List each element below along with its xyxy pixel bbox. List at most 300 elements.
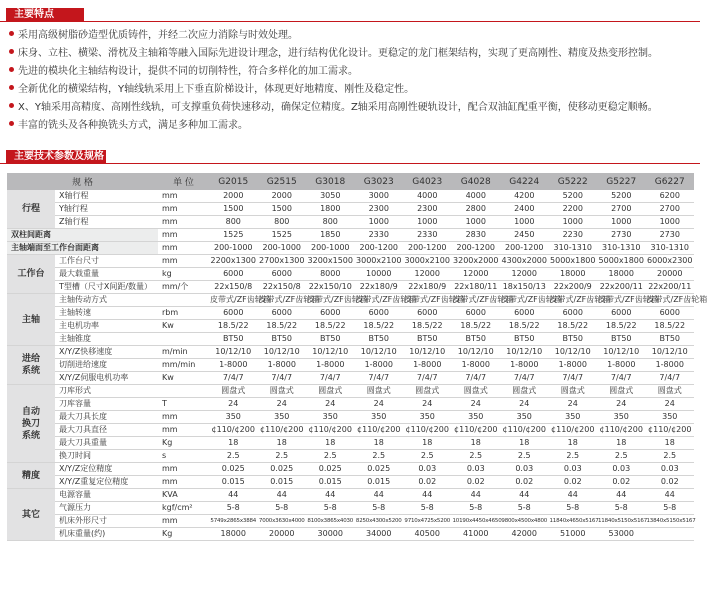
spec-value: 1-8000 <box>306 359 355 372</box>
model-header: G5222 <box>549 173 598 190</box>
spec-unit: mm <box>158 242 209 255</box>
spec-unit: mm <box>158 463 209 476</box>
spec-value: 5-8 <box>500 502 549 515</box>
spec-value: 7/4/7 <box>209 372 258 385</box>
spec-value: 30000 <box>306 528 355 541</box>
spec-item: X/Y/Z快移速度 <box>55 346 158 359</box>
spec-value: 1000 <box>355 216 404 229</box>
spec-value: 18 <box>403 437 452 450</box>
spec-value: 10/12/10 <box>355 346 404 359</box>
spec-value: ¢110/¢200 <box>549 424 598 437</box>
spec-value: 2.5 <box>209 450 258 463</box>
spec-value: 18.5/22 <box>306 320 355 333</box>
spec-row <box>7 307 694 320</box>
spec-unit: kgf/cm² <box>158 502 209 515</box>
spec-value: 0.02 <box>646 476 695 489</box>
spec-value: 350 <box>355 411 404 424</box>
spec-item: 换刀时间 <box>55 450 158 463</box>
spec-item: 最大载重量 <box>55 268 158 281</box>
spec-value: 1-8000 <box>258 359 307 372</box>
model-header: G2515 <box>258 173 307 190</box>
spec-value: 0.02 <box>597 476 646 489</box>
spec-header-row <box>7 173 694 190</box>
spec-item: 机床重量(约) <box>55 528 158 541</box>
bullet-icon <box>9 49 14 54</box>
spec-value: 圆盘式 <box>355 385 404 398</box>
spec-value: 6000 <box>209 268 258 281</box>
spec-value: 圆盘式 <box>500 385 549 398</box>
spec-value: 2.5 <box>258 450 307 463</box>
spec-value: 5-8 <box>306 502 355 515</box>
spec-value: 1000 <box>646 216 695 229</box>
spec-value: 2000 <box>209 190 258 203</box>
spec-value: 18.5/22 <box>209 320 258 333</box>
spec-value: 4200 <box>500 190 549 203</box>
spec-value: 2450 <box>500 229 549 242</box>
spec-value: 0.025 <box>258 463 307 476</box>
spec-value: 3000 <box>355 190 404 203</box>
spec-value: 5200 <box>549 190 598 203</box>
model-header: G4023 <box>403 173 452 190</box>
spec-row <box>7 359 694 372</box>
spec-value: 18x150/13 <box>500 281 549 294</box>
spec-unit: T <box>158 398 209 411</box>
spec-row <box>7 515 694 528</box>
spec-value: 4000 <box>403 190 452 203</box>
spec-item: 主轴传动方式 <box>55 294 158 307</box>
spec-value: 0.025 <box>306 463 355 476</box>
spec-value: 8100x3865x4030 <box>306 515 355 528</box>
spec-unit: s <box>158 450 209 463</box>
spec-item: T型槽（尺寸X间距/数量） <box>55 281 158 294</box>
spec-unit: mm <box>158 190 209 203</box>
spec-value: 44 <box>306 489 355 502</box>
spec-value: 2.5 <box>500 450 549 463</box>
spec-unit: Kw <box>158 372 209 385</box>
spec-value: 7/4/7 <box>355 372 404 385</box>
spec-value: 18.5/22 <box>258 320 307 333</box>
spec-unit: Kg <box>158 528 209 541</box>
spec-value: ¢110/¢200 <box>500 424 549 437</box>
spec-item: 主轴锥度 <box>55 333 158 346</box>
spec-value: 18.5/22 <box>452 320 501 333</box>
spec-group-label: 其它 <box>7 489 55 541</box>
spec-value: ¢110/¢200 <box>597 424 646 437</box>
spec-value: 5-8 <box>258 502 307 515</box>
spec-value: 5000x1800 <box>597 255 646 268</box>
spec-value: 200-1000 <box>306 242 355 255</box>
spec-value: 10190x4450x4650 <box>452 515 501 528</box>
spec-value: 5749x2865x3884 <box>209 515 258 528</box>
spec-value: 0.03 <box>597 463 646 476</box>
spec-value: 5-8 <box>646 502 695 515</box>
spec-value: BT50 <box>549 333 598 346</box>
spec-value: 200-1200 <box>403 242 452 255</box>
spec-value: 22x150/8 <box>258 281 307 294</box>
spec-value: 圆盘式 <box>306 385 355 398</box>
spec-value: 6000 <box>500 307 549 320</box>
spec-value: 310-1310 <box>597 242 646 255</box>
spec-value: 2230 <box>549 229 598 242</box>
spec-item: 最大刀具直径 <box>55 424 158 437</box>
spec-value: 圆盘式 <box>452 385 501 398</box>
model-header: G3023 <box>355 173 404 190</box>
spec-value: 6000 <box>403 307 452 320</box>
spec-row <box>7 229 694 242</box>
spec-value: 24 <box>452 398 501 411</box>
spec-value: 皮带式/ZF齿轮箱 <box>355 294 404 307</box>
spec-value: BT50 <box>258 333 307 346</box>
spec-value: 1000 <box>500 216 549 229</box>
spec-value: 10/12/10 <box>597 346 646 359</box>
spec-value: ¢110/¢200 <box>306 424 355 437</box>
spec-value: 42000 <box>500 528 549 541</box>
spec-item: X轴行程 <box>55 190 158 203</box>
spec-row <box>7 320 694 333</box>
spec-value: 皮带式/ZF齿轮箱 <box>403 294 452 307</box>
spec-value: 1-8000 <box>646 359 695 372</box>
spec-unit: mm <box>158 424 209 437</box>
spec-value: 圆盘式 <box>597 385 646 398</box>
spec-unit: mm <box>158 229 209 242</box>
spec-row <box>7 346 694 359</box>
spec-value: 4300x2000 <box>500 255 549 268</box>
spec-value: 3200x2000 <box>452 255 501 268</box>
spec-value: 6000 <box>355 307 404 320</box>
spec-value: 2400 <box>500 203 549 216</box>
spec-value: 皮带式/ZF齿轮箱 <box>209 294 258 307</box>
spec-value: 0.03 <box>500 463 549 476</box>
spec-unit: mm <box>158 216 209 229</box>
spec-value: 10/12/10 <box>646 346 695 359</box>
spec-value: 0.025 <box>355 463 404 476</box>
spec-value: 18 <box>209 437 258 450</box>
spec-value: 3050 <box>306 190 355 203</box>
spec-item: 刀库容量 <box>55 398 158 411</box>
spec-value: 7/4/7 <box>646 372 695 385</box>
spec-value: 5-8 <box>209 502 258 515</box>
spec-value: 皮带式/ZF齿轮箱 <box>306 294 355 307</box>
spec-value: 皮带式/ZF齿轮箱 <box>549 294 598 307</box>
spec-value: 圆盘式 <box>403 385 452 398</box>
spec-value: ¢110/¢200 <box>646 424 695 437</box>
spec-value: 1-8000 <box>209 359 258 372</box>
spec-value: 800 <box>306 216 355 229</box>
spec-value: 44 <box>452 489 501 502</box>
spec-unit <box>158 294 209 307</box>
spec-value: 350 <box>258 411 307 424</box>
spec-value: 6000x2300 <box>646 255 695 268</box>
spec-value: 2.5 <box>549 450 598 463</box>
spec-value: 0.015 <box>306 476 355 489</box>
spec-row <box>7 333 694 346</box>
spec-value: 6000 <box>549 307 598 320</box>
spec-value: 24 <box>500 398 549 411</box>
spec-value: 2730 <box>597 229 646 242</box>
spec-value: 22x180/9 <box>403 281 452 294</box>
features-divider <box>0 21 700 22</box>
spec-value: 2300 <box>355 203 404 216</box>
spec-group-label: 主轴 <box>7 294 55 346</box>
spec-value: 22x180/11 <box>452 281 501 294</box>
spec-item: X/Y/Z重复定位精度 <box>55 476 158 489</box>
spec-unit: mm <box>158 255 209 268</box>
spec-value: 0.03 <box>403 463 452 476</box>
spec-value: 24 <box>646 398 695 411</box>
spec-value: 44 <box>500 489 549 502</box>
spec-value: 7000x3630x4000 <box>258 515 307 528</box>
model-header: G6227 <box>646 173 695 190</box>
spec-value: ¢110/¢200 <box>452 424 501 437</box>
spec-value: 18000 <box>549 268 598 281</box>
unit-column-header: 单 位 <box>158 173 209 190</box>
spec-value: 350 <box>597 411 646 424</box>
spec-value: 18 <box>258 437 307 450</box>
spec-value: 2.5 <box>306 450 355 463</box>
spec-value: 13840x5150x5167 <box>646 515 695 528</box>
spec-row <box>7 242 694 255</box>
spec-value: 350 <box>549 411 598 424</box>
spec-value: 20000 <box>646 268 695 281</box>
spec-row <box>7 463 694 476</box>
spec-value: 2300 <box>403 203 452 216</box>
spec-value: 18 <box>597 437 646 450</box>
spec-unit: mm <box>158 476 209 489</box>
spec-value: 1525 <box>258 229 307 242</box>
spec-value <box>646 528 695 541</box>
spec-value: 1-8000 <box>355 359 404 372</box>
spec-value: 18 <box>646 437 695 450</box>
spec-value: 10/12/10 <box>258 346 307 359</box>
spec-row <box>7 528 694 541</box>
spec-value: 1850 <box>306 229 355 242</box>
spec-group-label: 行程 <box>7 190 55 229</box>
spec-unit: Kg <box>158 437 209 450</box>
spec-value: 24 <box>597 398 646 411</box>
spec-value: ¢110/¢200 <box>403 424 452 437</box>
spec-value: 41000 <box>452 528 501 541</box>
spec-value: 2.5 <box>403 450 452 463</box>
spec-value: 200-1200 <box>452 242 501 255</box>
spec-value: BT50 <box>403 333 452 346</box>
spec-item: X/Y/Z定位精度 <box>55 463 158 476</box>
spec-item: 主电机功率 <box>55 320 158 333</box>
spec-value: 10/12/10 <box>500 346 549 359</box>
spec-unit: KVA <box>158 489 209 502</box>
spec-value: 7/4/7 <box>549 372 598 385</box>
specs-title: 主要技术参数及规格 <box>14 151 104 162</box>
spec-value: 44 <box>403 489 452 502</box>
spec-value: 7/4/7 <box>306 372 355 385</box>
spec-value: 1-8000 <box>403 359 452 372</box>
spec-value: 5-8 <box>452 502 501 515</box>
features-title: 主要特点 <box>14 9 54 20</box>
spec-row <box>7 450 694 463</box>
spec-row <box>7 398 694 411</box>
spec-value: 40500 <box>403 528 452 541</box>
spec-value: BT50 <box>500 333 549 346</box>
spec-value: 20000 <box>258 528 307 541</box>
spec-value: 2830 <box>452 229 501 242</box>
spec-unit: rbm <box>158 307 209 320</box>
spec-value: 22x150/8 <box>209 281 258 294</box>
spec-item: Z轴行程 <box>55 216 158 229</box>
spec-group-label: 工作台 <box>7 255 55 294</box>
feature-item: 采用高级树脂砂造型优质铸件，并经二次应力消除与时效处理。 <box>9 27 298 45</box>
spec-value: 12000 <box>500 268 549 281</box>
spec-row <box>7 372 694 385</box>
spec-row <box>7 424 694 437</box>
spec-value: 0.02 <box>403 476 452 489</box>
spec-value: ¢110/¢200 <box>258 424 307 437</box>
spec-value: 24 <box>549 398 598 411</box>
spec-value: 51000 <box>549 528 598 541</box>
spec-value: 皮带式/ZF齿轮箱 <box>646 294 695 307</box>
spec-value: 2800 <box>452 203 501 216</box>
spec-value: 200-1000 <box>209 242 258 255</box>
spec-value: 18.5/22 <box>549 320 598 333</box>
spec-row <box>7 203 694 216</box>
spec-value: BT50 <box>452 333 501 346</box>
spec-value: 6000 <box>258 268 307 281</box>
spec-value: 12000 <box>452 268 501 281</box>
spec-value: 44 <box>258 489 307 502</box>
spec-value: 2200 <box>549 203 598 216</box>
spec-group-label: 精度 <box>7 463 55 489</box>
spec-value: BT50 <box>355 333 404 346</box>
spec-value: 5-8 <box>597 502 646 515</box>
spec-unit: Kw <box>158 320 209 333</box>
spec-value: 22x150/10 <box>306 281 355 294</box>
spec-value: 4000 <box>452 190 501 203</box>
feature-item: 先进的模块化主轴结构设计，提供不同的切削特性，符合多样化的加工需求。 <box>9 63 358 81</box>
feature-item: 丰富的铣头及各种换铣头方式，满足多种加工需求。 <box>9 117 248 135</box>
spec-value: BT50 <box>646 333 695 346</box>
spec-value: 0.03 <box>646 463 695 476</box>
spec-value: 9710x4725x5200 <box>403 515 452 528</box>
spec-value: 2700 <box>597 203 646 216</box>
spec-value: 8000 <box>306 268 355 281</box>
spec-row <box>7 489 694 502</box>
spec-value: 1-8000 <box>549 359 598 372</box>
spec-value: 44 <box>549 489 598 502</box>
spec-value: 18000 <box>209 528 258 541</box>
spec-value: 44 <box>355 489 404 502</box>
spec-item: 最大刀具重量 <box>55 437 158 450</box>
spec-value: 10/12/10 <box>403 346 452 359</box>
spec-row <box>7 190 694 203</box>
spec-value: 200-1000 <box>258 242 307 255</box>
spec-column-header: 规 格 <box>7 173 158 190</box>
spec-value: 24 <box>355 398 404 411</box>
spec-value: 皮带式/ZF齿轮箱 <box>500 294 549 307</box>
spec-item: 气源压力 <box>55 502 158 515</box>
specs-divider <box>0 163 700 164</box>
spec-row <box>7 281 694 294</box>
spec-value: 6000 <box>452 307 501 320</box>
spec-item: 最大刀具长度 <box>55 411 158 424</box>
spec-table-body <box>7 190 707 541</box>
spec-unit: mm <box>158 515 209 528</box>
spec-value: 1-8000 <box>500 359 549 372</box>
spec-value: 18 <box>355 437 404 450</box>
feature-item: 全新优化的横梁结构，Y轴线轨采用上下垂直阶梯设计，体现更好地精度、刚性及稳定性。 <box>9 81 414 99</box>
spec-value: 3000x2100 <box>355 255 404 268</box>
spec-unit <box>158 333 209 346</box>
spec-value: 0.025 <box>209 463 258 476</box>
spec-value: 200-1200 <box>500 242 549 255</box>
spec-unit: mm <box>158 203 209 216</box>
spec-value: 18.5/22 <box>646 320 695 333</box>
bullet-icon <box>9 121 14 126</box>
spec-value: 7/4/7 <box>452 372 501 385</box>
spec-value: 10/12/10 <box>209 346 258 359</box>
spec-value: 18 <box>452 437 501 450</box>
model-header: G4028 <box>452 173 501 190</box>
spec-value: 6000 <box>209 307 258 320</box>
spec-value: 2200x1300 <box>209 255 258 268</box>
spec-value: 18 <box>549 437 598 450</box>
spec-value: 34000 <box>355 528 404 541</box>
spec-value: 皮带式/ZF齿轮箱 <box>452 294 501 307</box>
spec-row <box>7 216 694 229</box>
spec-value: 1500 <box>209 203 258 216</box>
specs-header <box>0 150 700 164</box>
spec-item: 主轴转速 <box>55 307 158 320</box>
spec-unit: kg <box>158 268 209 281</box>
spec-table <box>7 173 707 541</box>
spec-value: 6200 <box>646 190 695 203</box>
spec-value: 44 <box>209 489 258 502</box>
model-header: G3018 <box>306 173 355 190</box>
spec-value: 5-8 <box>549 502 598 515</box>
spec-unit: mm/min <box>158 359 209 372</box>
spec-value: 8250x4300x5200 <box>355 515 404 528</box>
spec-value: 7/4/7 <box>597 372 646 385</box>
spec-value: 53000 <box>597 528 646 541</box>
spec-value: BT50 <box>209 333 258 346</box>
spec-value: 44 <box>597 489 646 502</box>
spec-value: 6000 <box>597 307 646 320</box>
spec-value: 6000 <box>646 307 695 320</box>
spec-value: 0.015 <box>355 476 404 489</box>
spec-value: BT50 <box>306 333 355 346</box>
spec-value: 1-8000 <box>452 359 501 372</box>
spec-value: 10/12/10 <box>306 346 355 359</box>
feature-item: X、Y轴采用高精度、高刚性线轨，可支撑重负荷快速移动，确保定位精度。Z轴采用高刚性硬轨设计，配合双油缸配重平衡，使移动更稳定顺畅。 <box>9 99 658 117</box>
spec-value: 18.5/22 <box>597 320 646 333</box>
spec-value: 22x200/11 <box>597 281 646 294</box>
spec-item: 电源容量 <box>55 489 158 502</box>
spec-item: 双柱间距离 <box>7 229 158 242</box>
spec-value: 2330 <box>403 229 452 242</box>
spec-row <box>7 476 694 489</box>
model-header: G4224 <box>500 173 549 190</box>
bullet-icon <box>9 85 14 90</box>
spec-value: 皮带式/ZF齿轮箱 <box>258 294 307 307</box>
spec-value: 2.5 <box>646 450 695 463</box>
spec-value: 0.02 <box>500 476 549 489</box>
spec-value: 5200 <box>597 190 646 203</box>
spec-value: 18.5/22 <box>355 320 404 333</box>
spec-value: 350 <box>403 411 452 424</box>
spec-value: 350 <box>452 411 501 424</box>
spec-value: 18.5/22 <box>500 320 549 333</box>
spec-value: 10/12/10 <box>549 346 598 359</box>
spec-row <box>7 437 694 450</box>
spec-value: ¢110/¢200 <box>209 424 258 437</box>
spec-item: 机床外形尺寸 <box>55 515 158 528</box>
